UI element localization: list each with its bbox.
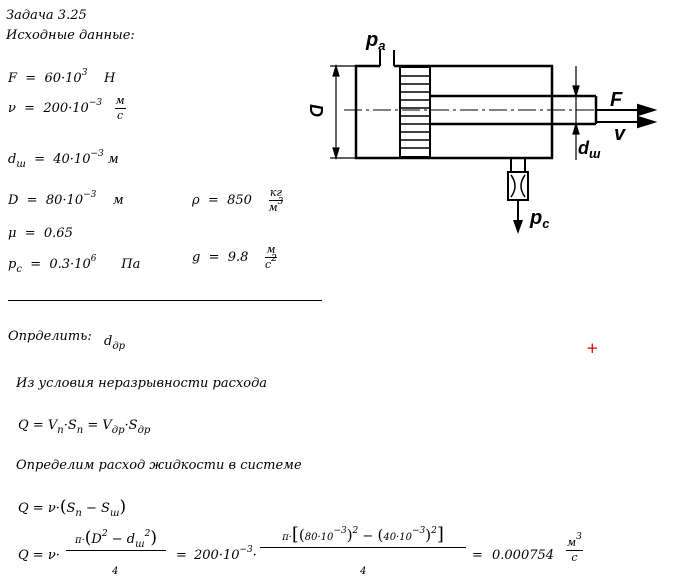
label-dsh: $d_ш$ <box>578 138 601 161</box>
eq3-eq2: = <box>472 548 483 563</box>
eq3-eq1: = <box>176 548 187 563</box>
given-F: $F = 60\cdot 10^3$ Н <box>8 68 116 86</box>
given-heading: Исходные данные: <box>6 28 135 43</box>
find-var: $d_{др}$ <box>104 334 126 352</box>
find-label: Опрделить: <box>8 329 92 344</box>
given-pc: $p_c = 0.3\cdot 10^6$ Па <box>8 254 141 275</box>
eq3-lhs: Q = ν· <box>18 548 60 563</box>
given-g: g = 9.8 $\frac{м}{с^2}$ <box>192 243 277 271</box>
given-dsh: $d_ш = 40\cdot 10^{-3}$ м <box>8 149 119 170</box>
cursor-plus-icon: + <box>586 339 599 357</box>
label-pc: $p_c$ <box>530 207 550 231</box>
eq3-coef: $200\cdot 10^{-3}\cdot$ <box>194 545 257 563</box>
label-v: v <box>614 123 626 145</box>
cylinder-body <box>356 66 552 158</box>
eq3-frac2-num: $\pi\cdot[(80\cdot 10^{-3})^2 - (40\cdot 10^{-3})^2]$ <box>260 524 466 548</box>
eq3-frac1-den: 4 <box>112 566 119 577</box>
piston <box>400 67 430 157</box>
cylinder-diagram <box>300 20 672 250</box>
solution-text-1: Из условия неразрывности расхода <box>16 376 268 391</box>
label-pa: $p_a$ <box>366 29 386 53</box>
given-v: $\nu = 200\cdot 10^{-3}$ $\frac{м}{с}$ <box>8 94 125 122</box>
eq3-result: 0.000754 <box>492 548 555 563</box>
eq3-unit: $\frac{м^3}{с}$ <box>567 532 582 564</box>
eq3-frac2-den: 4 <box>360 566 367 577</box>
given-rho: ρ = 850 $\frac{кг}{м^3}$ <box>192 186 284 214</box>
continuity-equation: $Q = V_п\cdot S_п = V_{др}\cdot S_{др}$ <box>18 418 151 436</box>
label-D: D <box>306 104 326 117</box>
task-title: Задача 3.25 <box>6 8 87 23</box>
given-D: $D = 80\cdot 10^{-3}$ м <box>8 190 124 208</box>
label-F: F <box>610 89 623 111</box>
eq3-frac1-num: $\pi\cdot(D^2 - d_ш^2)$ <box>66 528 166 551</box>
divider-line <box>8 300 322 301</box>
given-mu: μ = 0.65 <box>8 226 73 241</box>
flow-equation: $Q = \nu\cdot(S_п - S_ш)$ <box>18 497 127 519</box>
solution-text-2: Определим расход жидкости в системе <box>16 458 302 473</box>
